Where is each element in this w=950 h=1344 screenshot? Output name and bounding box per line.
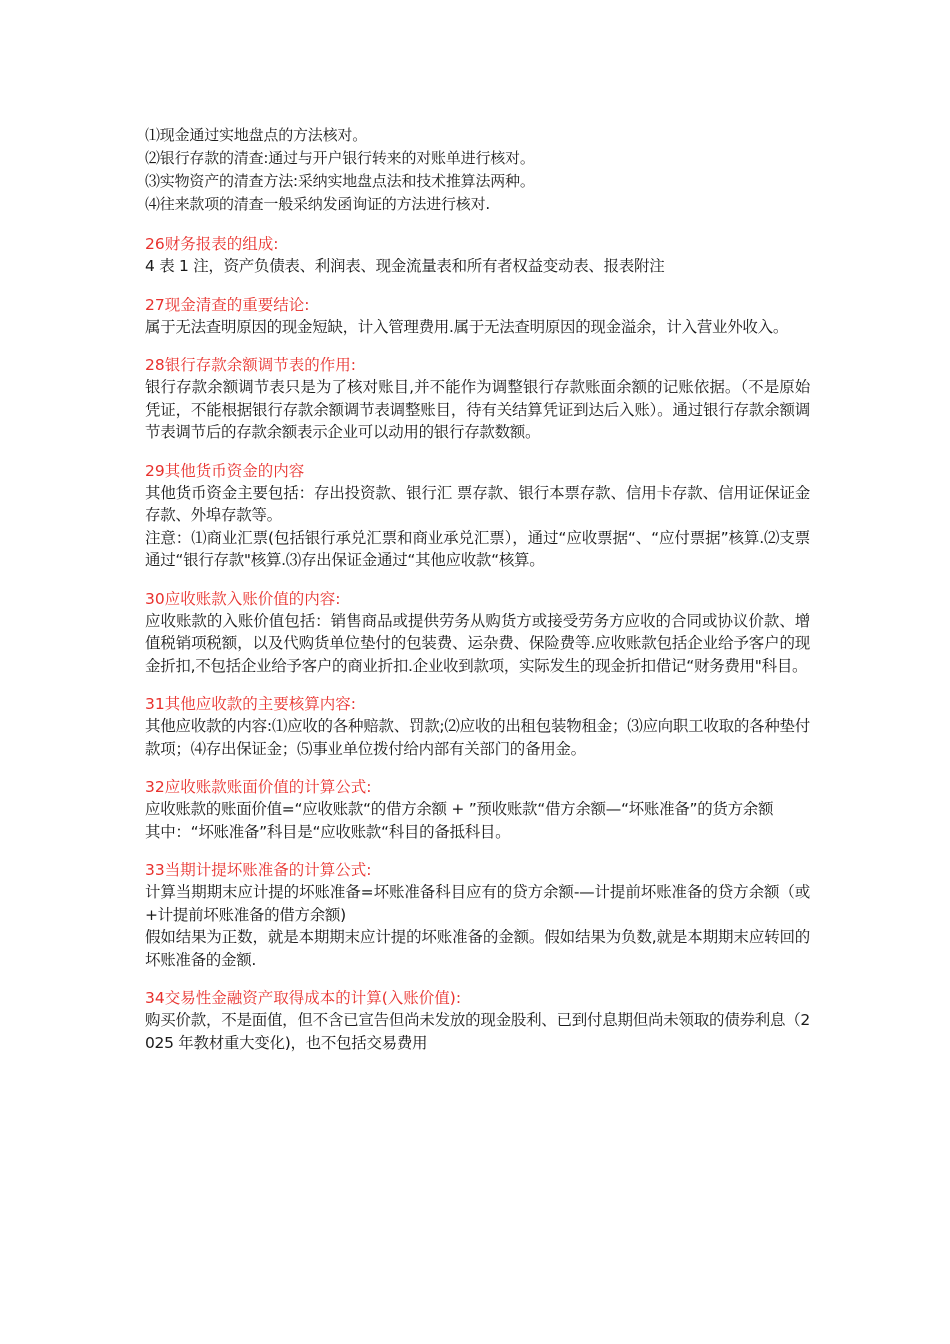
section-heading: 30应收账款入账价值的内容: xyxy=(145,589,341,608)
section-paragraph: 属于无法查明原因的现金短缺，计入管理费用.属于无法查明原因的现金溢余，计入营业外收入。 xyxy=(145,317,789,336)
section-paragraph: 银行存款余额调节表只是为了核对账目,并不能作为调整银行存款账面余额的记账依据。（不是原始凭证，不能根据银行存款余额调节表调整账目，待有关结算凭证到达后入账）。通过银行存款余额调节表调节后的存款余额表示企业可以动用的银行存款数额。 xyxy=(145,378,810,441)
intro-line: ⑵银行存款的清查:通过与开户银行转来的对账单进行核对。 xyxy=(145,149,535,167)
section-heading: 27现金清查的重要结论: xyxy=(145,295,310,314)
section-heading: 28银行存款余额调节表的作用: xyxy=(145,356,356,374)
section-32 xyxy=(145,776,810,843)
section-paragraph: 购买价款，不是面值，但不含已宣告但尚未发放的现金股利、已到付息期但尚未领取的债券利息（2025 年教材重大变化)，也不包括交易费用 xyxy=(145,1011,810,1052)
section-26 xyxy=(145,233,810,278)
section-heading: 26财务报表的组成: xyxy=(145,235,279,253)
section-paragraph: 其他应收款的内容:⑴应收的各种赔款、罚款;⑵应收的出租包装物租金；⑶应向职工收取的各种垫付款项；⑷存出保证金；⑸事业单位拨付给内部有关部门的备用金。 xyxy=(145,717,810,758)
section-paragraph: 应收账款的入账价值包括：销售商品或提供劳务从购货方或接受劳务方应收的合同或协议价款、增值税销项税额，以及代购货单位垫付的包装费、运杂费、保险费等.应收账款包括企业给予客户的现金折扣,不包括企业给予客户的商业折扣.企业收到款项，实际发生的现金折扣借记“财务费用"科目。 xyxy=(145,611,810,675)
section-31 xyxy=(145,693,810,760)
intro-list xyxy=(145,124,810,216)
section-33 xyxy=(145,859,810,971)
section-29 xyxy=(145,460,810,572)
section-heading: 34交易性金融资产取得成本的计算(入账价值): xyxy=(145,989,462,1007)
section-paragraph: 应收账款的账面价值=“应收账款“的借方余额 + ”预收账款“借方余额—“坏账准备”的货方余额 xyxy=(145,800,774,818)
section-paragraph: 注意：⑴商业汇票(包括银行承兑汇票和商业承兑汇票），通过“应收票据“、“应付票据”核算.⑵支票通过“银行存款"核算.⑶存出保证金通过“其他应收款“核算。 xyxy=(145,528,810,569)
section-30 xyxy=(145,588,810,678)
section-heading: 33当期计提坏账准备的计算公式: xyxy=(145,861,372,879)
document-page xyxy=(145,124,810,1054)
intro-line: ⑷往来款项的清查一般采纳发函询证的方法进行核对. xyxy=(145,195,490,213)
section-heading: 32应收账款账面价值的计算公式: xyxy=(145,778,372,796)
section-27 xyxy=(145,294,810,339)
section-paragraph: 计算当期期末应计提的坏账准备=坏账准备科目应有的贷方余额-—计提前坏账准备的贷方余额（或+计提前坏账准备的借方余额) xyxy=(145,883,810,924)
section-heading: 29其他货币资金的内容 xyxy=(145,461,305,480)
intro-line: ⑶实物资产的清查方法:采纳实地盘点法和技术推算法两种。 xyxy=(145,172,535,190)
section-heading: 31其他应收款的主要核算内容: xyxy=(145,695,356,713)
section-28 xyxy=(145,354,810,444)
section-paragraph: 4 表 1 注，资产负债表、利润表、现金流量表和所有者权益变动表、报表附注 xyxy=(145,257,665,275)
section-34 xyxy=(145,987,810,1054)
section-paragraph: 其他货币资金主要包括：存出投资款、银行汇 票存款、银行本票存款、信用卡存款、信用证保证金存款、外埠存款等。 xyxy=(145,483,810,524)
section-paragraph: 假如结果为正数，就是本期期末应计提的坏账准备的金额。假如结果为负数,就是本期期末应转回的坏账准备的金额. xyxy=(145,928,810,969)
section-paragraph: 其中：“坏账准备”科目是“应收账款“科目的备抵科目。 xyxy=(145,822,511,841)
intro-line: ⑴现金通过实地盘点的方法核对。 xyxy=(145,126,368,144)
